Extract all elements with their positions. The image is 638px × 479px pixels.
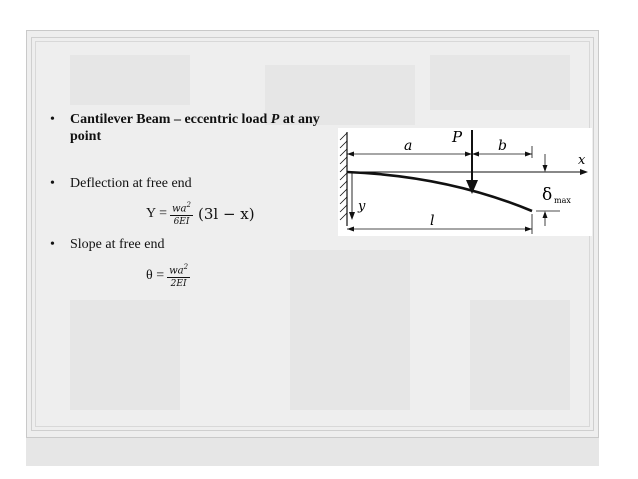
bullet-text: Cantilever Beam – eccentric load P at any point	[70, 112, 320, 144]
label-delta: δ	[542, 185, 553, 205]
equation-deflection	[146, 200, 255, 227]
cantilever-beam-diagram	[338, 128, 592, 236]
label-max: max	[554, 196, 571, 205]
bullet-text: Slope at free end	[70, 237, 165, 252]
bullet-marker: •	[50, 237, 55, 252]
bottom-band	[26, 438, 599, 466]
equation-fraction: $\frac{wa^2}{2EI}$	[169, 263, 189, 290]
bullet-marker: •	[50, 112, 55, 127]
label-a: a	[404, 138, 413, 154]
label-P: P	[452, 128, 463, 146]
equation-fraction: $\frac{wa^2}{6EI}$	[172, 201, 191, 228]
bullet-marker: •	[50, 176, 55, 191]
x-label: x	[578, 153, 586, 168]
label-b: b	[498, 138, 507, 154]
y-label: y	[358, 199, 366, 214]
diagram-background	[338, 128, 592, 236]
equation-lhs: Y =	[146, 205, 167, 221]
equation-lhs: θ =	[146, 267, 165, 283]
label-l: l	[430, 213, 435, 229]
bullet-text: Deflection at free end	[70, 176, 192, 191]
equation-slope	[146, 262, 193, 289]
equation-rest: (3l − x)	[198, 204, 255, 223]
